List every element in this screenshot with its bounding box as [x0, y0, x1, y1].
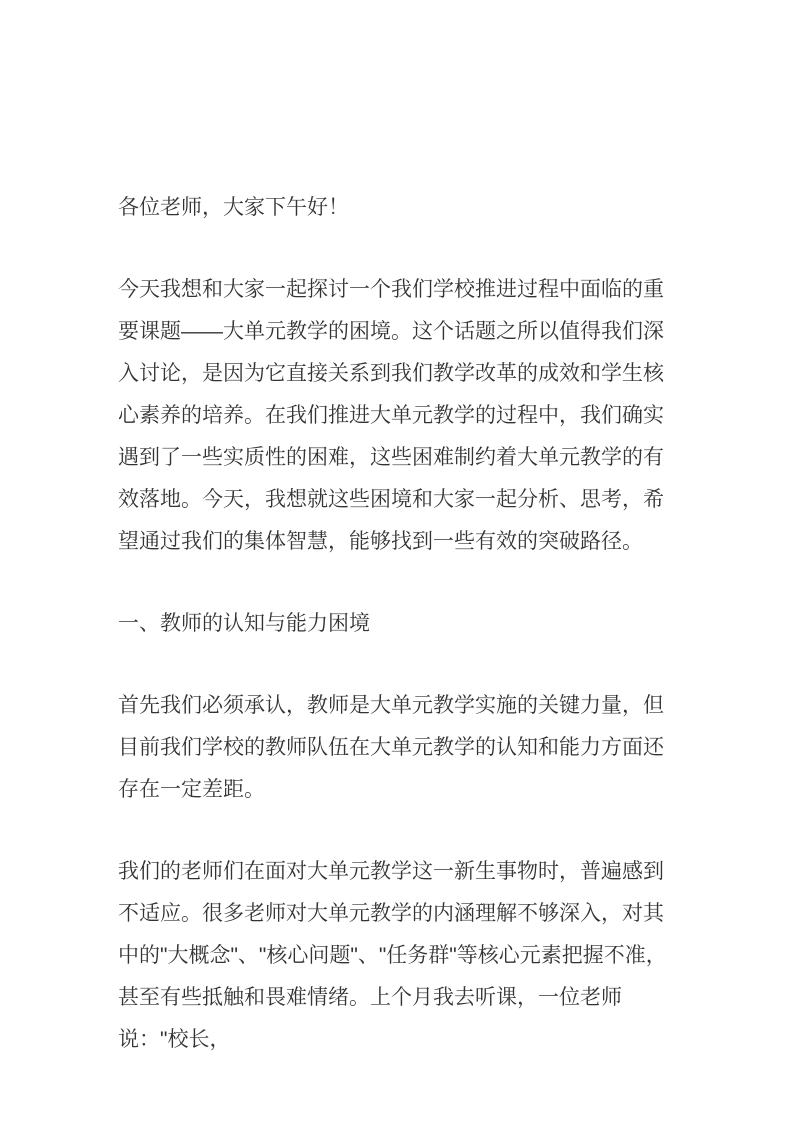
section-1-heading: 一、教师的认知与能力困境: [118, 612, 370, 635]
greeting-line: 各位老师，大家下午好！: [118, 196, 349, 219]
section-1-paragraph-2: 我们的老师们在面对大单元教学这一新生事物时，普遍感到不适应。很多老师对大单元教学的内涵理解不够深入，对其中的"大概念"、"核心问题"、"任务群"等核心元素把握不准，甚至有些抵触和畏难情绪。上个月我去听课，一位老师说："校长，: [118, 860, 667, 1051]
section-1-paragraph-1: 首先我们必须承认，教师是大单元教学实施的关键力量，但目前我们学校的教师队伍在大单元教学的认知和能力方面还存在一定差距。: [118, 694, 664, 801]
intro-paragraph: 今天我想和大家一起探讨一个我们学校推进过程中面临的重要课题——大单元教学的困境。这个话题之所以值得我们深入讨论，是因为它直接关系到我们教学改革的成效和学生核心素养的培养。在我们推进大单元教学的过程中，我们确实遇到了一些实质性的困难，这些困难制约着大单元教学的有效落地。今天，我想就这些困境和大家一起分析、思考，希望通过我们的集体智慧，能够找到一些有效的突破路径。: [118, 278, 664, 553]
